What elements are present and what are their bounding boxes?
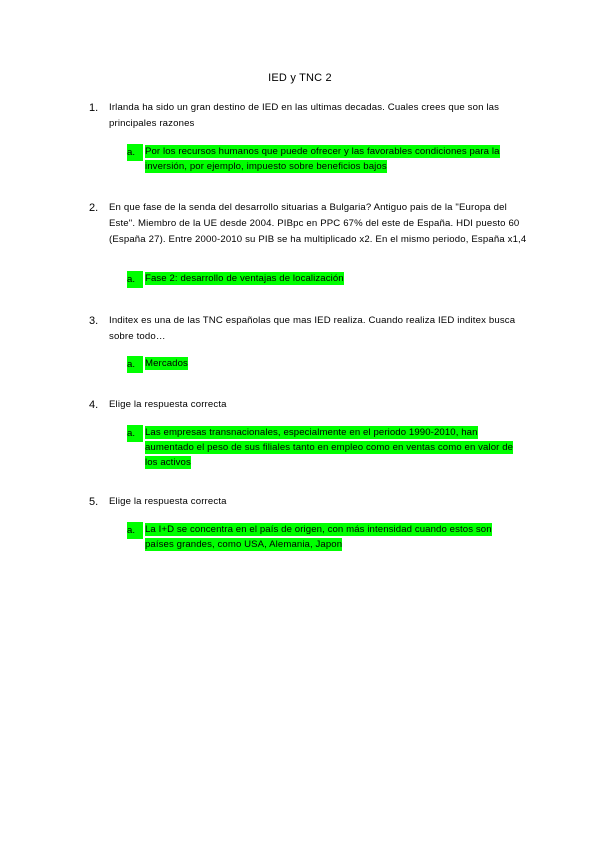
answer-3 <box>127 356 522 371</box>
answer-letter: a. <box>127 271 143 288</box>
answer-letter: a. <box>127 356 143 373</box>
question-text: Elige la respuesta correcta <box>109 496 227 507</box>
question-text: Inditex es una de las TNC españolas que mas IED realiza. Cuando realiza IED inditex busca sobre todo… <box>109 315 516 342</box>
answer-text: Mercados <box>145 358 188 369</box>
answer-text: La I+D se concentra en el país de origen, con más intensidad cuando estos son países grandes, como USA, Alemania, Japon <box>145 524 492 550</box>
answer-letter: a. <box>127 522 143 539</box>
question-text: Irlanda ha sido un gran destino de IED en las ultimas decadas. Cuales crees que son las principales razones <box>109 102 500 129</box>
answer-5 <box>127 522 522 552</box>
question-number: 4. <box>89 399 99 411</box>
question-number: 2. <box>89 202 99 214</box>
question-text: En que fase de la senda del desarrollo situarias a Bulgaria? Antiguo pais de la "Europa del Este". Miembro de la UE desde 2004. PIBpc en PPC 67% del este de España. HDI puesto 60 (España 27). Entre 2000-2010 su PIB se ha multiplicado x2. En el mismo periodo, España x1,4 <box>109 202 527 245</box>
question-number: 3. <box>89 315 99 327</box>
answer-2 <box>127 271 522 286</box>
question-text: Elige la respuesta correcta <box>109 399 227 410</box>
answer-4 <box>127 425 522 470</box>
page-title: IED y TNC 2 <box>268 72 332 84</box>
answer-text: Las empresas transnacionales, especialmente en el periodo 1990-2010, han aumentado el peso de sus filiales tanto en empleo como en ventas como en valor de los activos <box>145 427 514 468</box>
question-number: 1. <box>89 102 99 114</box>
answer-1 <box>127 144 522 174</box>
answer-letter: a. <box>127 425 143 442</box>
answer-letter: a. <box>127 144 143 161</box>
answer-text: Fase 2: desarrollo de ventajas de localización <box>145 273 344 284</box>
question-number: 5. <box>89 496 99 508</box>
answer-text: Por los recursos humanos que puede ofrecer y las favorables condiciones para la inversión, por ejemplo, impuesto sobre beneficios bajos <box>145 146 500 172</box>
